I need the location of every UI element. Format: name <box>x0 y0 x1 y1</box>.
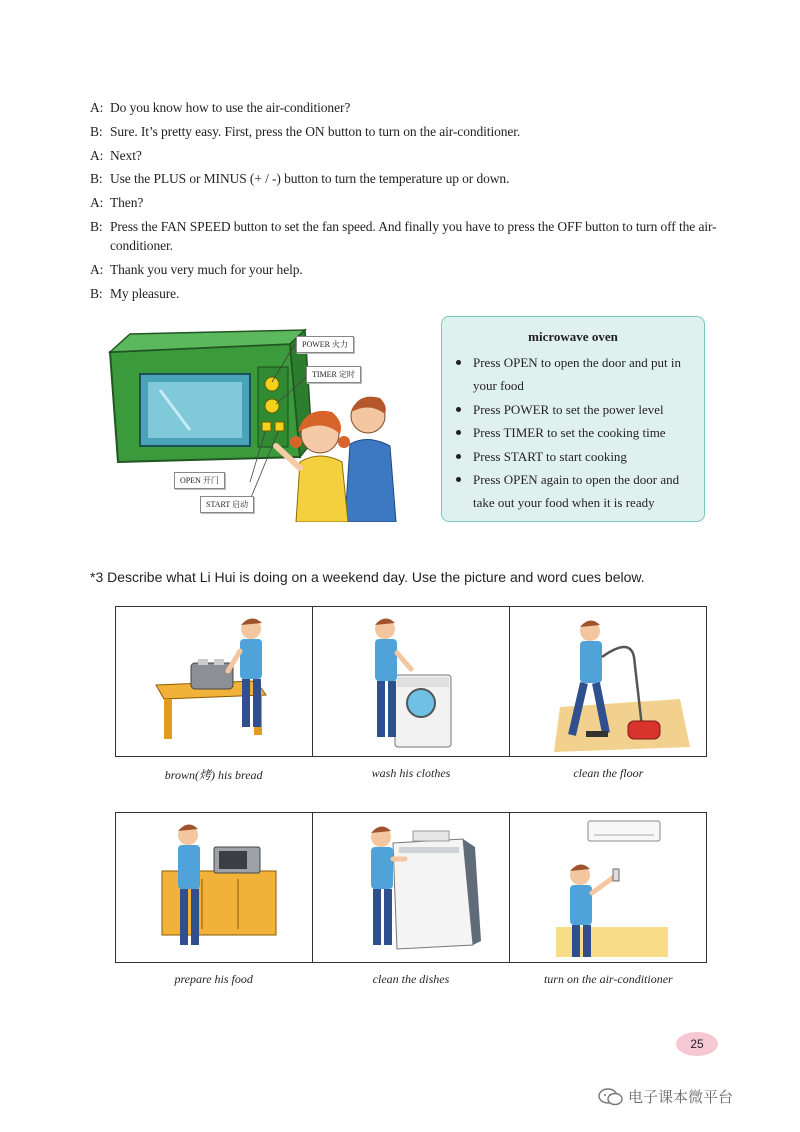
caption-wash-clothes: wash his clothes <box>371 766 451 780</box>
caption-clean-floor: clean the floor <box>573 766 644 780</box>
page-number: 25 <box>676 1032 718 1056</box>
picture-clean-dishes <box>313 813 510 962</box>
instructions-title: microwave oven <box>528 329 618 344</box>
microwave-instructions <box>441 316 705 522</box>
microwave-illustration <box>100 322 420 522</box>
dialogue-line <box>90 169 730 188</box>
speaker: B: <box>90 218 103 234</box>
captions-row-1 <box>115 766 707 783</box>
line-text: Use the PLUS or MINUS (+ / -) button to turn the temperature up or down. <box>110 171 510 187</box>
speaker: B: <box>90 171 103 187</box>
instruction-item: Press POWER to set the power level <box>456 398 696 421</box>
speaker: A: <box>90 195 104 211</box>
speaker: A: <box>90 100 104 115</box>
picture-turn-on-air-conditioner <box>510 813 706 962</box>
instruction-item: Press TIMER to set the cooking time <box>456 421 696 444</box>
caption-clean-dishes: clean the dishes <box>372 972 450 986</box>
picture-brown-bread <box>116 607 313 756</box>
caption-prepare-food: prepare his food <box>174 972 253 986</box>
captions-row-2 <box>115 972 707 987</box>
line-text: Sure. It’s pretty easy. First, press the ON button to turn on the air-conditioner. <box>110 123 521 139</box>
speaker: A: <box>90 261 104 277</box>
picture-clean-floor <box>510 607 706 756</box>
exercise-prompt: Describe what Li Hui is doing on a weekend day. Use the picture and word cues below. <box>107 569 645 585</box>
picture-row-2 <box>115 812 707 963</box>
line-text: My pleasure. <box>110 285 180 301</box>
caption-brown-bread: brown(烤) his bread <box>164 768 263 782</box>
instruction-item: Press OPEN to open the door and put in your food <box>456 351 696 398</box>
speaker: B: <box>90 123 103 139</box>
dialogue <box>90 98 730 307</box>
dialogue-line <box>90 122 730 141</box>
microwave-drawing <box>100 322 420 522</box>
dialogue-line <box>90 98 730 117</box>
picture-prepare-food <box>116 813 313 962</box>
caption-turn-on-ac: turn on the air-conditioner <box>543 972 673 986</box>
speaker: A: <box>90 147 104 163</box>
line-text: Thank you very much for your help. <box>110 261 303 277</box>
line-text: Next? <box>110 147 142 163</box>
wechat-icon <box>598 1087 624 1107</box>
dialogue-line <box>90 284 730 303</box>
line-text: Then? <box>110 195 144 211</box>
exercise-heading <box>90 569 645 585</box>
dialogue-line <box>90 146 730 165</box>
start-label: START 启动 <box>200 496 254 513</box>
dialogue-line <box>90 260 730 279</box>
timer-label: TIMER 定时 <box>306 366 361 383</box>
line-text: Press the FAN SPEED button to set the fan speed. And finally you have to press the OFF button to turn off the air-conditioner. <box>110 218 717 253</box>
dialogue-line <box>90 193 730 212</box>
line-text: Do you know how to use the air-conditioner? <box>110 100 351 115</box>
picture-wash-clothes <box>313 607 510 756</box>
exercise-number: *3 <box>90 569 104 585</box>
picture-row-1 <box>115 606 707 757</box>
instruction-item: Press START to start cooking <box>456 445 696 468</box>
watermark <box>598 1086 733 1107</box>
power-label: POWER 火力 <box>296 336 354 353</box>
instruction-item: Press OPEN again to open the door and take out your food when it is ready <box>456 468 696 515</box>
speaker: B: <box>90 285 103 301</box>
watermark-text: 电子课本微平台 <box>628 1088 734 1106</box>
open-label: OPEN 开门 <box>174 472 225 489</box>
instructions-list <box>442 351 704 515</box>
dialogue-line <box>90 217 730 255</box>
